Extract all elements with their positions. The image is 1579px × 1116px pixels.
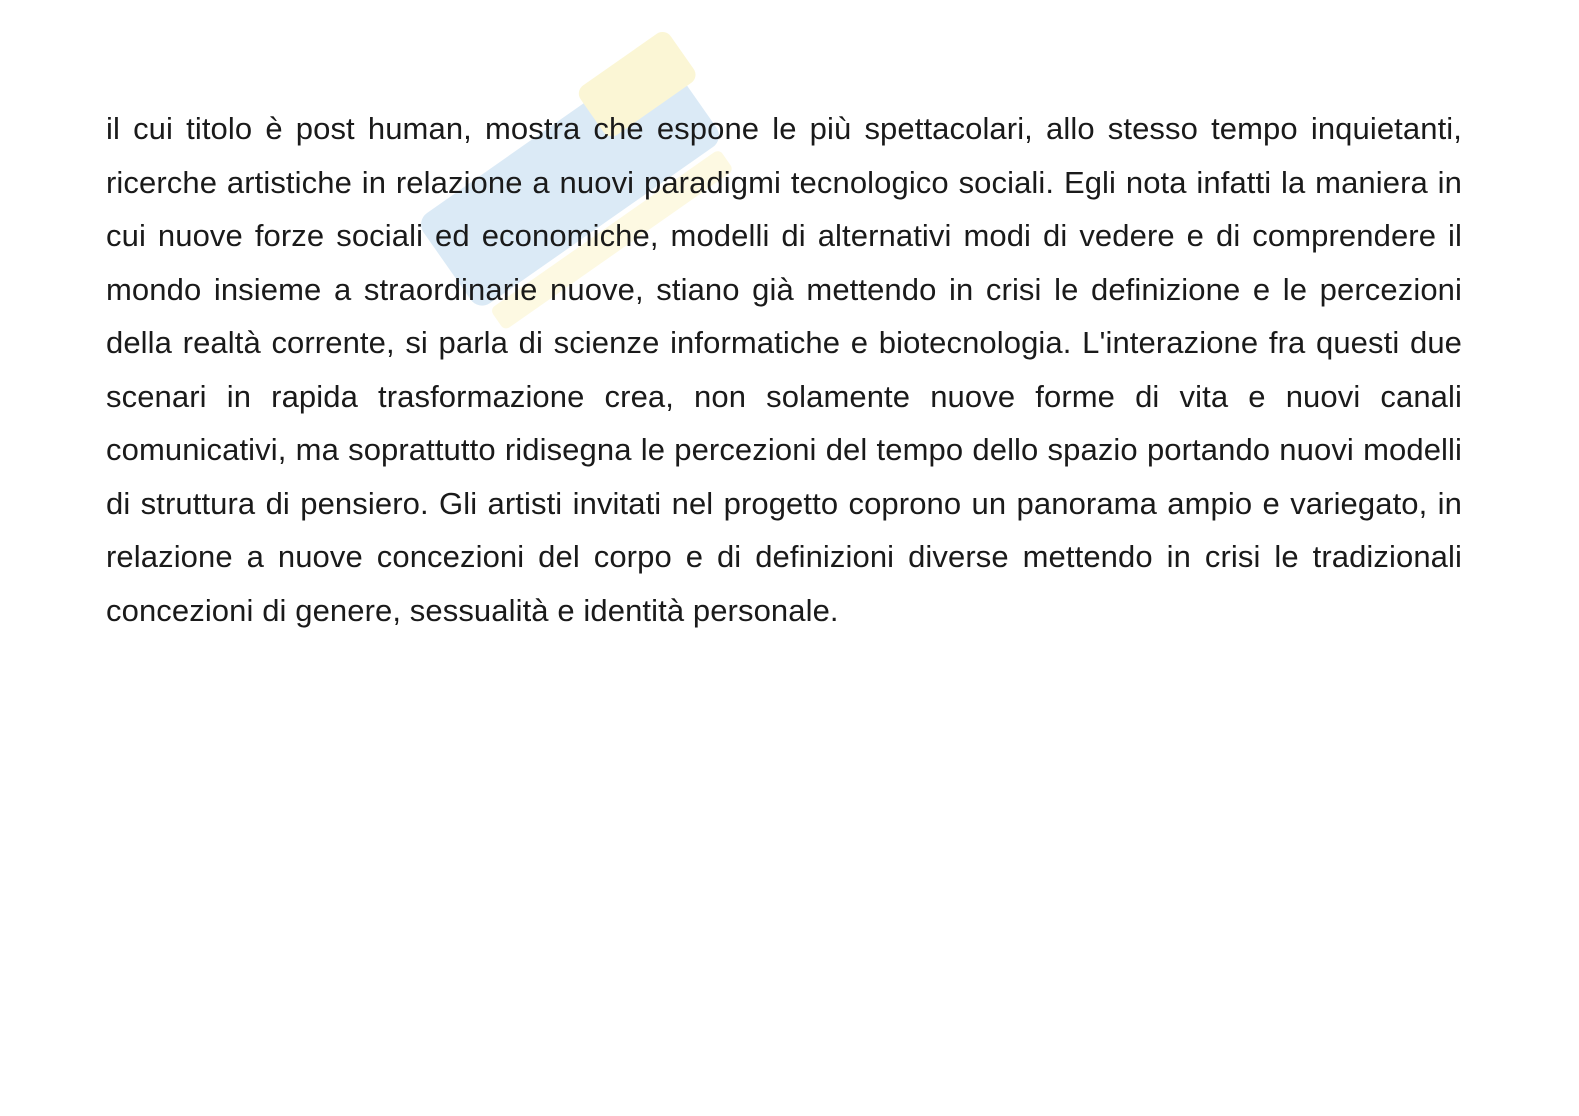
body-paragraph: il cui titolo è post human, mostra che espone le più spettacolari, allo stesso tempo inquietanti, ricerche artistiche in relazione a nuovi paradigmi tecnologico sociali. Egli nota infatti la maniera in cui nuove forze sociali ed economiche, modelli di alternativi modi di vedere e di comprendere il mondo insieme a straordinarie nuove, stiano già mettendo in crisi le definizione e le percezioni della realtà corrente, si parla di scienze informatiche e biotecnologia. L'interazione fra questi due scenari in rapida trasformazione crea, non solamente nuove forme di vita e nuovi canali comunicativi, ma soprattutto ridisegna le percezioni del tempo dello spazio portando nuovi modelli di struttura di pensiero. Gli artisti invitati nel progetto coprono un panorama ampio e variegato, in relazione a nuove concezioni del corpo e di definizioni diverse mettendo in crisi le tradizionali concezioni di genere, sessualità e identità personale.	[106, 111, 1462, 628]
